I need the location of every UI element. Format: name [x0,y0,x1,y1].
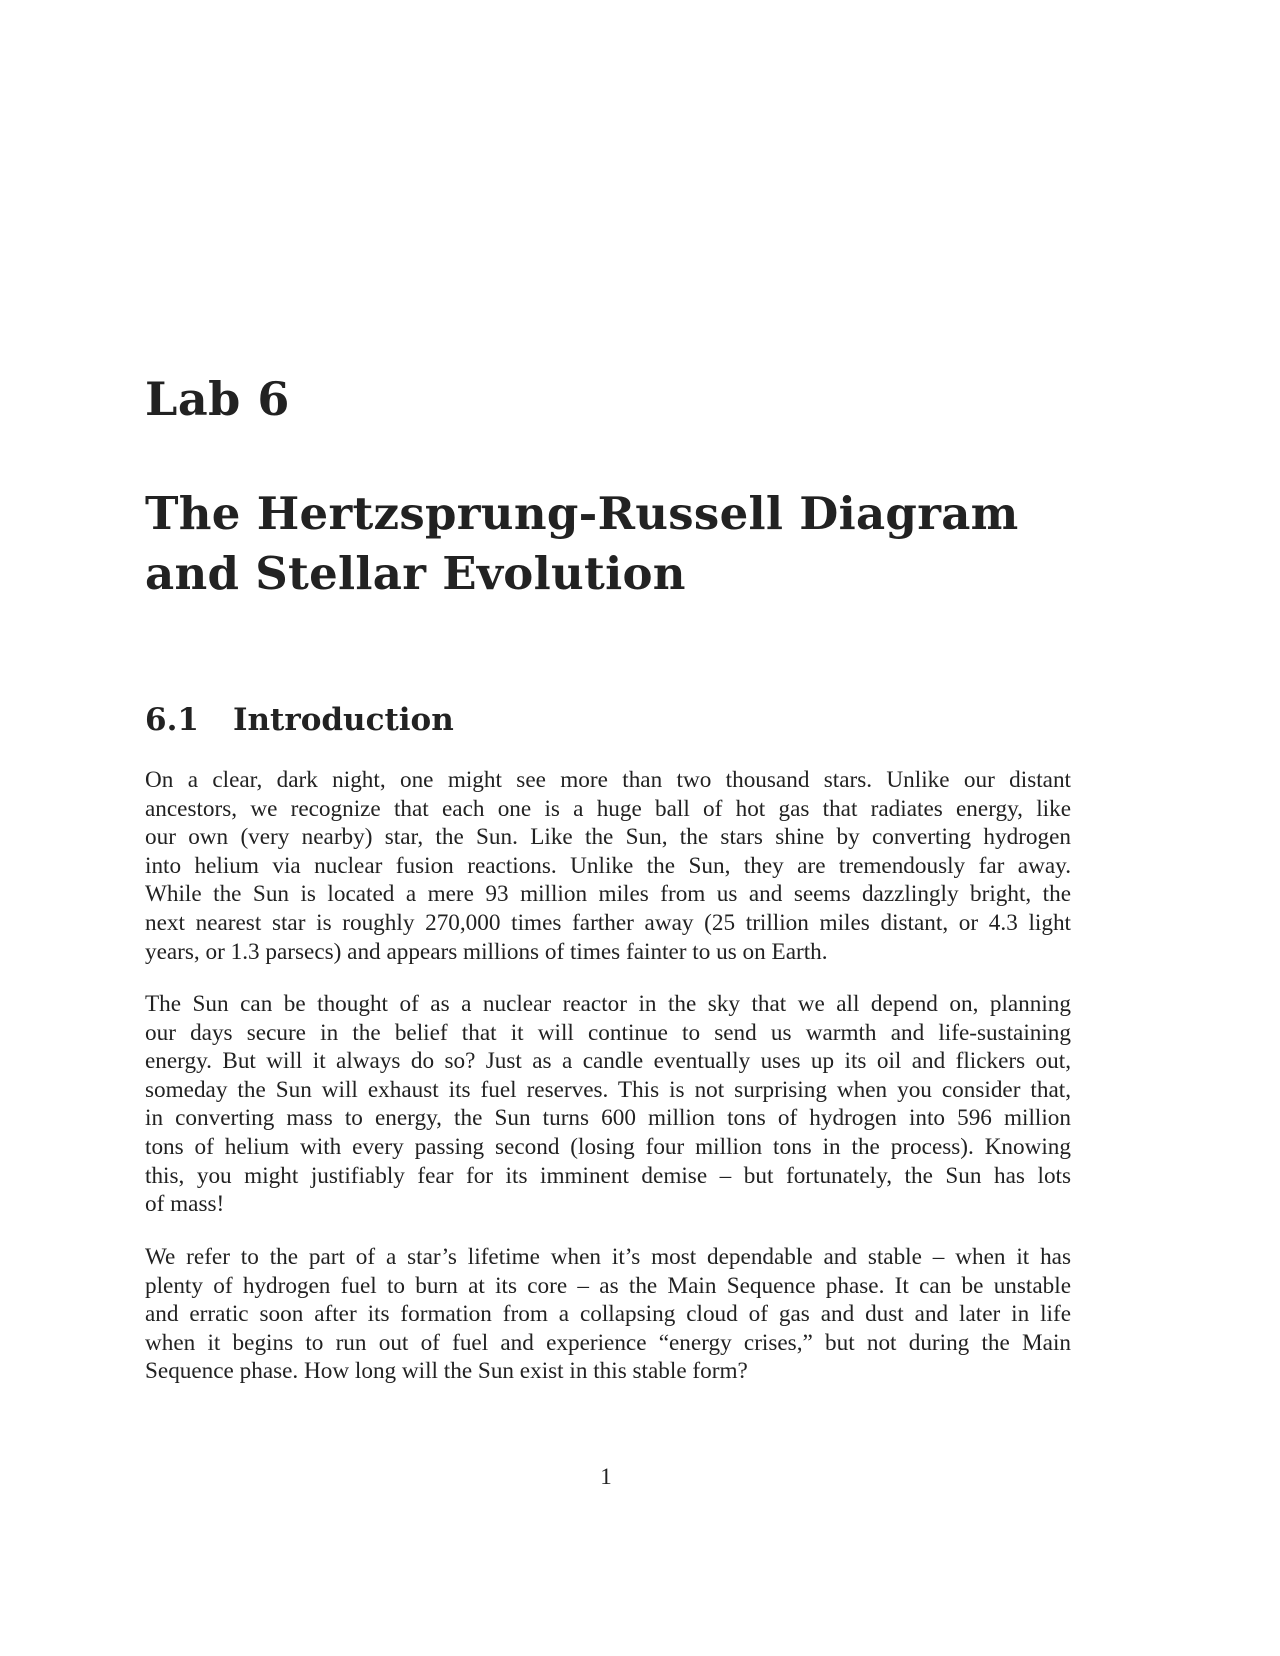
paragraph-line: While the Sun is located a mere 93 million miles from us and seems dazzlingly bright, the [145,881,1071,908]
paragraph [145,990,1071,1219]
paragraph-line: of mass! [145,1191,225,1218]
chapter-title [145,484,1019,604]
paragraph-line: We refer to the part of a star’s lifetime when it’s most dependable and stable – when it has [145,1244,1071,1270]
paragraph-line: in converting mass to energy, the Sun turns 600 million tons of hydrogen into 596 million [145,1105,1071,1132]
chapter-title-line: and Stellar Evolution [145,547,686,600]
paragraph-line: and erratic soon after its formation from a collapsing cloud of gas and dust and later in life [145,1301,1071,1328]
chapter-heading: Lab 6 [145,372,290,426]
paragraph-line: this, you might justifiably fear for its imminent demise – but fortunately, the Sun has lots [145,1162,1071,1189]
paragraph-line: tons of helium with every passing second (losing four million tons in the process). Knowing [145,1133,1071,1160]
chapter-title-line: The Hertzsprung-Russell Diagram [145,487,1019,540]
paragraph [145,1243,1071,1386]
paragraph-line: The Sun can be thought of as a nuclear reactor in the sky that we all depend on, planning [145,991,1071,1017]
paragraph-line: our own (very nearby) star, the Sun. Like the Sun, the stars shine by converting hydrogen [145,824,1071,851]
paragraph-line: years, or 1.3 parsecs) and appears millions of times fainter to us on Earth. [145,938,828,965]
paragraph-line: plenty of hydrogen fuel to burn at its core – as the Main Sequence phase. It can be unstable [145,1272,1071,1299]
section-title: Introduction [233,702,454,738]
paragraph-line: into helium via nuclear fusion reactions. Unlike the Sun, they are tremendously far away. [145,852,1071,879]
paragraph-line: Sequence phase. How long will the Sun exist in this stable form? [145,1358,748,1385]
paragraph-line: next nearest star is roughly 270,000 times farther away (25 trillion miles distant, or 4.3 light [145,909,1071,936]
paragraph [145,766,1071,966]
paragraph-line: our days secure in the belief that it will continue to send us warmth and life-sustaining [145,1019,1071,1046]
section-heading [145,702,454,738]
page-number: 1 [600,1464,612,1489]
paragraph-line: On a clear, dark night, one might see more than two thousand stars. Unlike our distant [145,767,1071,793]
paragraph-line: energy. But will it always do so? Just as a candle eventually uses up its oil and flickers out, [145,1048,1071,1075]
section-number: 6.1 [145,702,199,738]
paragraph-line: someday the Sun will exhaust its fuel reserves. This is not surprising when you consider that, [145,1076,1071,1103]
paragraph-line: when it begins to run out of fuel and experience “energy crises,” but not during the Main [145,1329,1071,1356]
paragraph-line: ancestors, we recognize that each one is a huge ball of hot gas that radiates energy, like [145,795,1071,822]
